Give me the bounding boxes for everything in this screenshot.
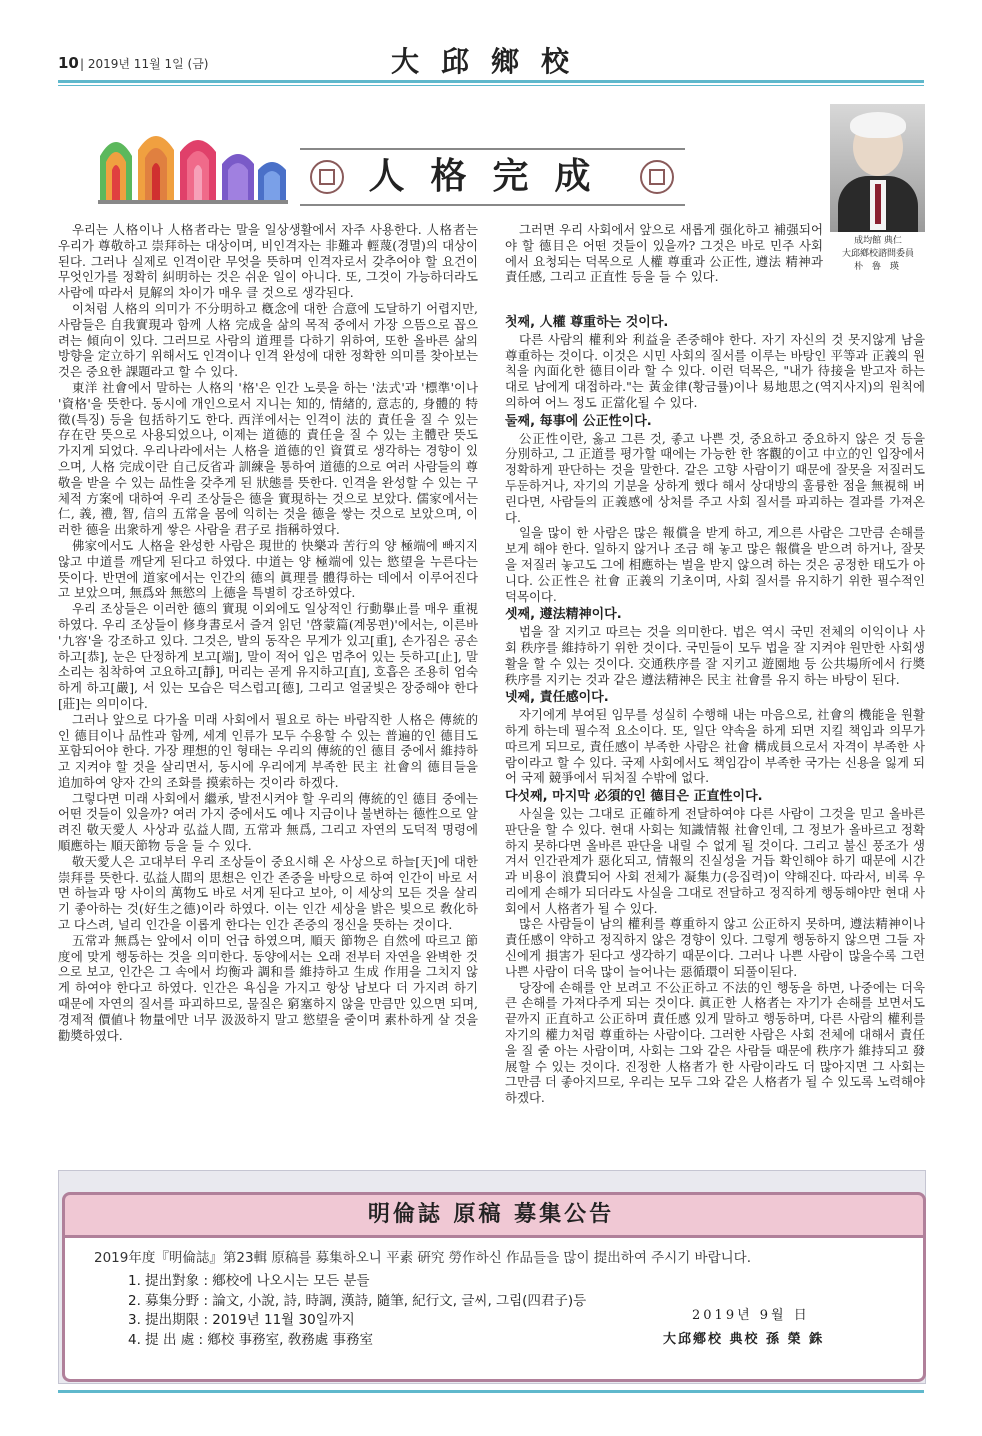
paragraph: 많은 사람들이 남의 權利를 尊重하지 않고 公正하지 못하며, 遵法精神이나 責任感이 약하고 정직하지 않은 경향이 있다. 그렇게 행동하지 않으면 그들 자신에게 損害가 된다고 생각하기 때문이다. 그러나 나쁜 사람이 많을수록 그런 나쁜 사람이 더욱 많이 늘어나는 惡循環이 되풀이된다.: [505, 916, 925, 979]
section-heading: 셋째, 遵法精神이다.: [505, 607, 622, 623]
notice-item: 4. 提 出 處 : 鄕校 事務室, 敎務處 事務室: [128, 1331, 374, 1348]
notice-item: 1. 提出對象 : 鄕校에 나오시는 모든 분들: [128, 1273, 370, 1289]
arches-graphic: [98, 128, 288, 206]
paragraph: 다른 사람의 權利와 利益을 존중해야 한다. 자기 자신의 것 못지않게 남을 尊重하는 것이다. 이것은 시민 사회의 질서를 이루는 바탕인 平等과 正義의 원칙을 內面化한 德目이라 할 수 있다. 이런 덕목은, "내가 待接을 받고자 하는 대로 남에게 대접하라."는 黃金律(황금률)이나 易地思之(역지사지)의 원칙에 의하여 어느 정도 正當化될 수 있다.: [505, 331, 925, 410]
paragraph: 법을 잘 지키고 따르는 것을 의미한다. 법은 역시 국민 전체의 이익이나 사회 秩序를 維持하기 위한 것이다. 국민들이 모두 법을 잘 지켜야 원만한 사회생활을 할 수 있는 것이다. 交通秩序를 잘 지키고 遊園地 등 公共場所에서 行奬秩序를 지키는 것과 같은 遵法精神은 民主 社會를 유지 하는 바탕이 된다.: [505, 624, 925, 687]
header-rule-thin: [58, 85, 924, 86]
footer-rule: [58, 1390, 924, 1393]
notice-signature: 大邱鄕校 典校 孫 榮 銖: [663, 1332, 825, 1347]
notice-item: 3. 提出期限 : 2019년 11월 30일까지: [128, 1312, 355, 1328]
issue-date: | 2019년 11월 1일 (금): [80, 57, 209, 71]
page-number: 10: [58, 54, 79, 72]
paragraph: 이처럼 人格의 의미가 不分明하고 槪念에 대한 合意에 도달하기 어렵지만, 사람들은 自我實現과 함께 人格 完成을 삶의 목적 중에서 가장 으뜸으로 꼽으려는 傾向이 있다. 그러므로 사람의 道理를 다하기 위하여, 또한 올바른 삶의 방향을 定立하기 위해서도 인격이나 인격 완성에 대한 정확한 의미를 찾아보는 것은 중요한 課題라고 할 수 있다.: [58, 300, 478, 380]
article-right-column: [505, 312, 925, 1106]
author-name: 朴 魯 瑛: [854, 262, 902, 272]
paragraph: 당장에 손해를 안 보려고 不公正하고 不法的인 행동을 하면, 나중에는 더욱 큰 손해를 가져다주게 되는 것이다. 眞正한 人格者는 자기가 손해를 보면서도 끝까지 正直하고 公正하며 責任感 있게 말하고 행동하며, 다른 사람의 權利를 자기의 權力처럼 尊重하는 사람이다. 그러한 사람은 사회 전체에 대해서 責任을 질 줄 아는 사람이며, 사회는 그와 같은 사람들 때문에 秩序가 維持되고 發展할 수 있는 것이다. 진정한 人格者가 한 사람이라도 더 많아지면 그 사회는 그만큼 더 좋아지므로, 우리는 모두 그와 같은 人格者가 될 수 있도록 노력해야 하겠다.: [505, 979, 925, 1106]
paragraph: 우리 조상들은 이러한 德의 實現 이외에도 일상적인 行動擧止를 매우 重視하였다. 우리 조상들이 修身書로서 즐겨 읽던 '啓蒙篇(계몽편)'에서는, 이른바 '九容'을 강조하고 있다. 그것은, 발의 동작은 무게가 있고[重], 손가짐은 공손하고[恭], 눈은 단정하게 보고[端], 말이 적어 입은 멈추어 있는 듯하고[止], 말소리는 침착하여 고요하고[靜], 머리는 곧게 유지하고[直], 호흡은 조용히 엄숙하게 하고[嚴], 서 있는 모습은 덕스럽고[德], 그리고 얼굴빛은 장중해야 한다[莊]는 의미이다.: [58, 601, 478, 711]
section-heading: 다섯째, 마지막 必須的인 德目은 正直性이다.: [505, 789, 763, 805]
paragraph: 그러나 앞으로 다가올 미래 사회에서 필요로 하는 바람직한 人格은 傳統的인 德目이나 品性과 함께, 세계 인류가 모두 수용할 수 있는 普遍的인 德目도 포함되어야 한다. 가장 理想的인 형태는 우리의 傳統的인 德目 중에서 維持하고 지켜야 할 것을 살리면서, 동시에 우리에게 부족한 民主 社會의 德目들을 追加하여 양자 간의 조화를 摸索하는 것이라 하겠다.: [58, 711, 478, 790]
article-left-column: [58, 222, 478, 1043]
paragraph: 東洋 社會에서 말하는 人格의 '格'은 인간 노릇을 하는 '法式'과 '標準'이나 '資格'을 뜻한다. 동시에 개인으로서 지니는 知的, 情緖的, 意志的, 身體的 特徵(특징) 등을 包括하기도 한다. 西洋에서는 인격이 法的 責任을 질 수 있는 存在란 뜻으로 사용되었으나, 이제는 道德的 責任을 질 수 있는 主體란 뜻도 가지게 되었다. 우리나라에서는 人格을 道德的인 資質로 생각하는 경향이 있으며, 人格 完成이란 自己反省과 訓練을 통하여 道德的으로 여러 사람들의 尊敬을 받을 수 있는 品性을 갖추게 된 狀態를 뜻한다. 인격을 완성할 수 있는 구체적 方案에 대하여 우리 조상들은 德을 實現하는 것으로 보았다. 儒家에서는 仁, 義, 禮, 智, 信의 五常을 몸에 익히는 것을 德을 쌓는 것으로 보았으며, 이러한 德을 出衆하게 쌓은 사람을 君子로 指稱하였다.: [58, 379, 478, 538]
notice-date: 2019년 9월 日: [692, 1308, 810, 1323]
notice-intro: 2019年度『明倫誌』第23輯 原稿를 募集하오니 平素 硏究 勞作하신 作品들을 많이 提出하여 주시기 바랍니다.: [94, 1250, 752, 1266]
notice-title: 明倫誌 原稿 募集公告: [367, 1201, 615, 1227]
notice-item: 2. 募集分野 : 論文, 小說, 詩, 時調, 漢詩, 隨筆, 紀行文, 글씨, 그림(四君子)등: [128, 1292, 587, 1309]
section-heading: 둘째, 每事에 公正性이다.: [505, 413, 652, 429]
paragraph: 佛家에서도 人格을 완성한 사람은 現世的 快樂과 苦行의 양 極端에 빠지지 않고 中道를 깨닫게 된다고 하였다. 中道는 양 極端에 있는 慾望을 누른다는 뜻이다. 반면에 道家에서는 인간의 德의 眞理를 體得하는 데에서 이루어진다고 보았으며, 無爲와 無慾의 上德을 특별히 강조하였다.: [58, 537, 478, 601]
paragraph: 그렇다면 미래 사회에서 繼承, 발전시켜야 할 우리의 傳統的인 德目 중에는 어떤 것들이 있을까? 여러 가지 중에서도 예나 지금이나 불변하는 德性으로 알려진 敬天愛人 사상과 弘益人間, 五常과 無爲, 그리고 자연의 도덕적 명령에 順應하는 順天節物 등을 들 수 있다.: [58, 790, 478, 854]
article-right-intro: [505, 222, 823, 285]
author-photo: [830, 104, 925, 232]
article-title: 人格完成: [368, 155, 617, 197]
section-heading: 첫째, 人權 尊重하는 것이다.: [505, 315, 669, 330]
section-heading: 넷째, 責任感이다.: [505, 690, 609, 706]
paragraph: 자기에게 부여된 임무를 성실히 수행해 내는 마음으로, 社會의 機能을 원활하게 하는데 필수적 요소이다. 또, 일단 약속을 하게 되면 지킬 책임과 의무가 따르게 되므로, 責任感이 부족한 사람은 社會 構成員으로서 자격이 부족한 사람이라고 할 수 있다. 국제 사회에서도 책임감이 부족한 국가는 신용을 잃게 되어 국제 競爭에서 뒤처질 수밖에 없다.: [505, 707, 925, 786]
paragraph: 사실을 있는 그대로 正確하게 전달하여야 다른 사람이 그것을 믿고 올바른 판단을 할 수 있다. 현대 사회는 知識情報 社會인데, 그 정보가 올바르고 정확하지 못하다면 올바른 판단을 내릴 수 없게 될 것이다. 그리고 불신 풍조가 생겨서 인간관계가 惡化되고, 情報의 진실성을 거듭 확인해야 하기 때문에 시간과 비용이 浪費되어 사회 전체가 凝集力(응집력)이 약해진다. 따라서, 비록 우리에게 손해가 되더라도 사실을 그대로 전달하고 정직하게 행동해야만 현대 사회에서 人格者가 될 수 있다.: [505, 805, 925, 916]
author-title-1: 成均館 典仁: [854, 236, 902, 246]
paragraph: 그러면 우리 사회에서 앞으로 새롭게 强化하고 補强되어야 할 德目은 어떤 것들이 있을까? 그것은 바로 민주 사회에서 요청되는 덕목으로 人權 尊重과 公正性, 遵法 精神과 責任感, 그리고 正直性 등을 들 수 있다.: [505, 222, 823, 285]
paper-name: 大邱鄉校: [390, 45, 591, 78]
author-title-2: 大邱鄕校諮問委員: [841, 249, 914, 259]
paragraph: 五常과 無爲는 앞에서 이미 언급 하였으며, 順天 節物은 自然에 따르고 節度에 맞게 행동하는 것을 의미한다. 동양에서는 오래 전부터 자연을 완벽한 것으로 보고, 인간은 그 속에서 均衡과 調和를 維持하고 生成 作用을 그치지 않게 하여야 한다고 하였다. 인간은 욕심을 가지고 항상 남보다 더 가지려 하기 때문에 자연의 질서를 파괴하므로, 물질은 窮塞하지 않을 만큼만 있으면 되며, 경제적 價値나 物量에만 너무 汲汲하지 말고 慾望을 줄이며 素朴하게 살 것을 勸奬하였다.: [58, 932, 478, 1043]
paragraph: 일을 많이 한 사람은 많은 報償을 받게 하고, 게으른 사람은 그만큼 손해를 보게 해야 한다. 일하지 않거나 조금 해 놓고 많은 報償을 받으려 하거나, 잘못을 저질러 놓고도 그에 相應하는 벌을 받지 않으려 하는 것은 공정한 태도가 아니다. 公正性은 社會 正義의 기초이며, 사회 질서를 유지하기 위한 필수적인 덕목이다.: [505, 525, 925, 604]
paragraph: 敬天愛人은 고대부터 우리 조상들이 중요시해 온 사상으로 하늘[天]에 대한 崇拜를 뜻한다. 弘益人間의 思想은 인간 존중을 바탕으로 하여 인간이 바로 서면 하늘과 땅 사이의 萬物도 바로 서게 된다고 보아, 이 세상의 모든 것을 살리기 좋아하는 것(好生之德)이라 하였다. 이는 인간 세상을 밝은 빛으로 敎化하고 다스려, 널리 인간을 이롭게 한다는 인간 존중의 정신을 뜻하는 것이다.: [58, 853, 478, 933]
header-rule: [58, 80, 924, 83]
paragraph: 公正性이란, 옳고 그른 것, 좋고 나쁜 것, 중요하고 중요하지 않은 것 등을 分別하고, 그 正道를 평가할 때에는 가능한 한 客觀的이고 中立的인 입장에서 정확하게 판단하는 것을 말한다. 같은 고향 사람이기 때문에 잘못을 저질러도 두둔하거나, 자기의 기분을 상하게 했다 해서 상대방의 훌륭한 점을 無視해 버린다면, 사람들의 正義感에 상처를 주고 사회 질서를 파괴하는 결과를 가져온다.: [505, 430, 925, 525]
notice-items: [128, 1272, 586, 1350]
paragraph: 우리는 人格이나 人格者라는 말을 일상생활에서 자주 사용한다. 人格者는 우리가 尊敬하고 崇拜하는 대상이며, 비인격자는 非難과 輕蔑(경멸)의 대상이 된다. 그러나 실제로 인격이란 무엇을 뜻하며 인격자로서 갖추어야 할 요건이 무엇인가를 정확히 糾明하는 것은 쉬운 일이 아니다. 또, 그것이 가능하더라도 사람에 따라서 見解의 차이가 매우 클 것으로 생각된다.: [58, 222, 478, 301]
